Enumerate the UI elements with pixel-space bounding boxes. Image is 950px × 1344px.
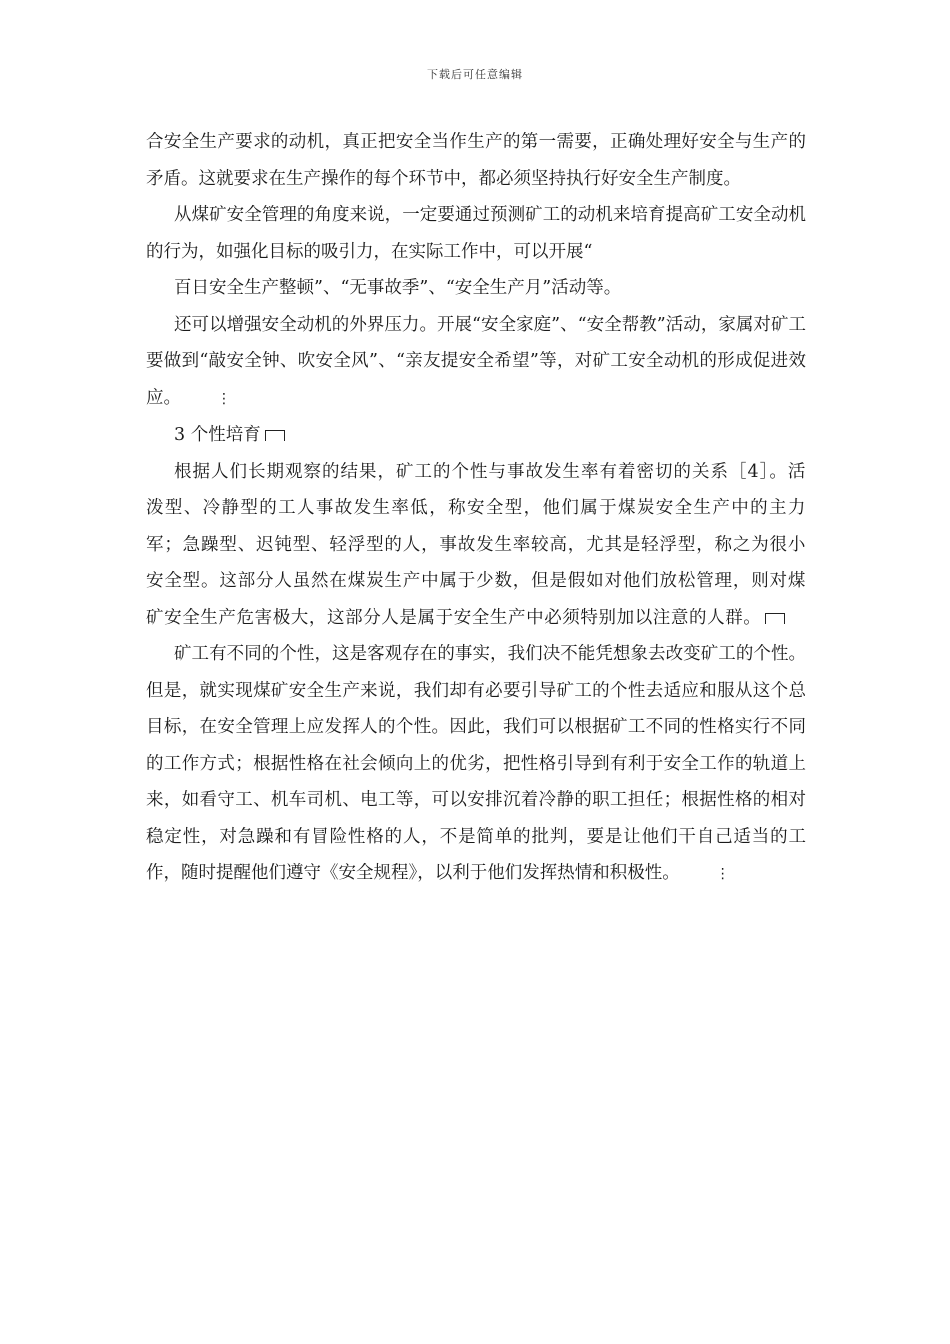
section-heading	[146, 417, 806, 454]
vertical-ellipsis-mark: ⋮	[217, 390, 231, 407]
paragraph: 合安全生产要求的动机，真正把安全当作生产的第一需要，正确处理好安全与生产的矛盾。这就要求在生产操作的每个环节中，都必须坚持执行好安全生产制度。	[146, 132, 806, 189]
paragraph-text: 还可以增强安全动机的外界压力。开展“安全家庭”、“安全帮教”活动，家属对矿工要做到“敲安全钟、吹安全风”、“亲友提安全希望”等，对矿工安全动机的形成促进效应。	[146, 314, 806, 408]
paragraph	[146, 454, 806, 637]
vertical-ellipsis-mark: ⋮	[715, 866, 730, 882]
bracket-mark-icon	[765, 613, 785, 624]
paragraph	[146, 636, 806, 893]
paragraph	[146, 307, 806, 418]
section-heading-text: 3 个性培育	[174, 425, 261, 445]
paragraph: 百日安全生产整顿”、“无事故季”、“安全生产月”活动等。	[174, 278, 622, 298]
document-body	[146, 124, 806, 893]
paragraph: 从煤矿安全管理的角度来说，一定要通过预测矿工的动机来培育提高矿工安全动机的行为，如强化目标的吸引力，在实际工作中，可以开展“	[146, 205, 806, 262]
page-header: 下载后可任意编辑	[427, 68, 523, 81]
paragraph-text: 根据人们长期观察的结果，矿工的个性与事故发生率有着密切的关系［4］。活泼型、冷静型的工人事故发生率低，称安全型，他们属于煤炭安全生产中的主力军；急躁型、迟钝型、轻浮型的人，事故发生率较高，尤其是轻浮型，称之为很小安全型。这部分人虽然在煤炭生产中属于少数，但是假如对他们放松管理，则对煤矿安全生产危害极大，这部分人是属于安全生产中必须特别加以注意的人群。	[146, 461, 806, 628]
bracket-mark-icon	[265, 430, 285, 441]
paragraph-text: 矿工有不同的个性，这是客观存在的事实，我们决不能凭想象去改变矿工的个性。但是，就实现煤矿安全生产来说，我们却有必要引导矿工的个性去适应和服从这个总目标，在安全管理上应发挥人的个性。因此，我们可以根据矿工不同的性格实行不同的工作方式；根据性格在社会倾向上的优劣，把性格引导到有利于安全工作的轨道上来，如看守工、机车司机、电工等，可以安排沉着冷静的职工担任；根据性格的相对稳定性，对急躁和有冒险性格的人，不是简单的批判，要是让他们干自己适当的工作，随时提醒他们遵守《安全规程》，以利于他们发挥热情和积极性。	[146, 644, 806, 883]
